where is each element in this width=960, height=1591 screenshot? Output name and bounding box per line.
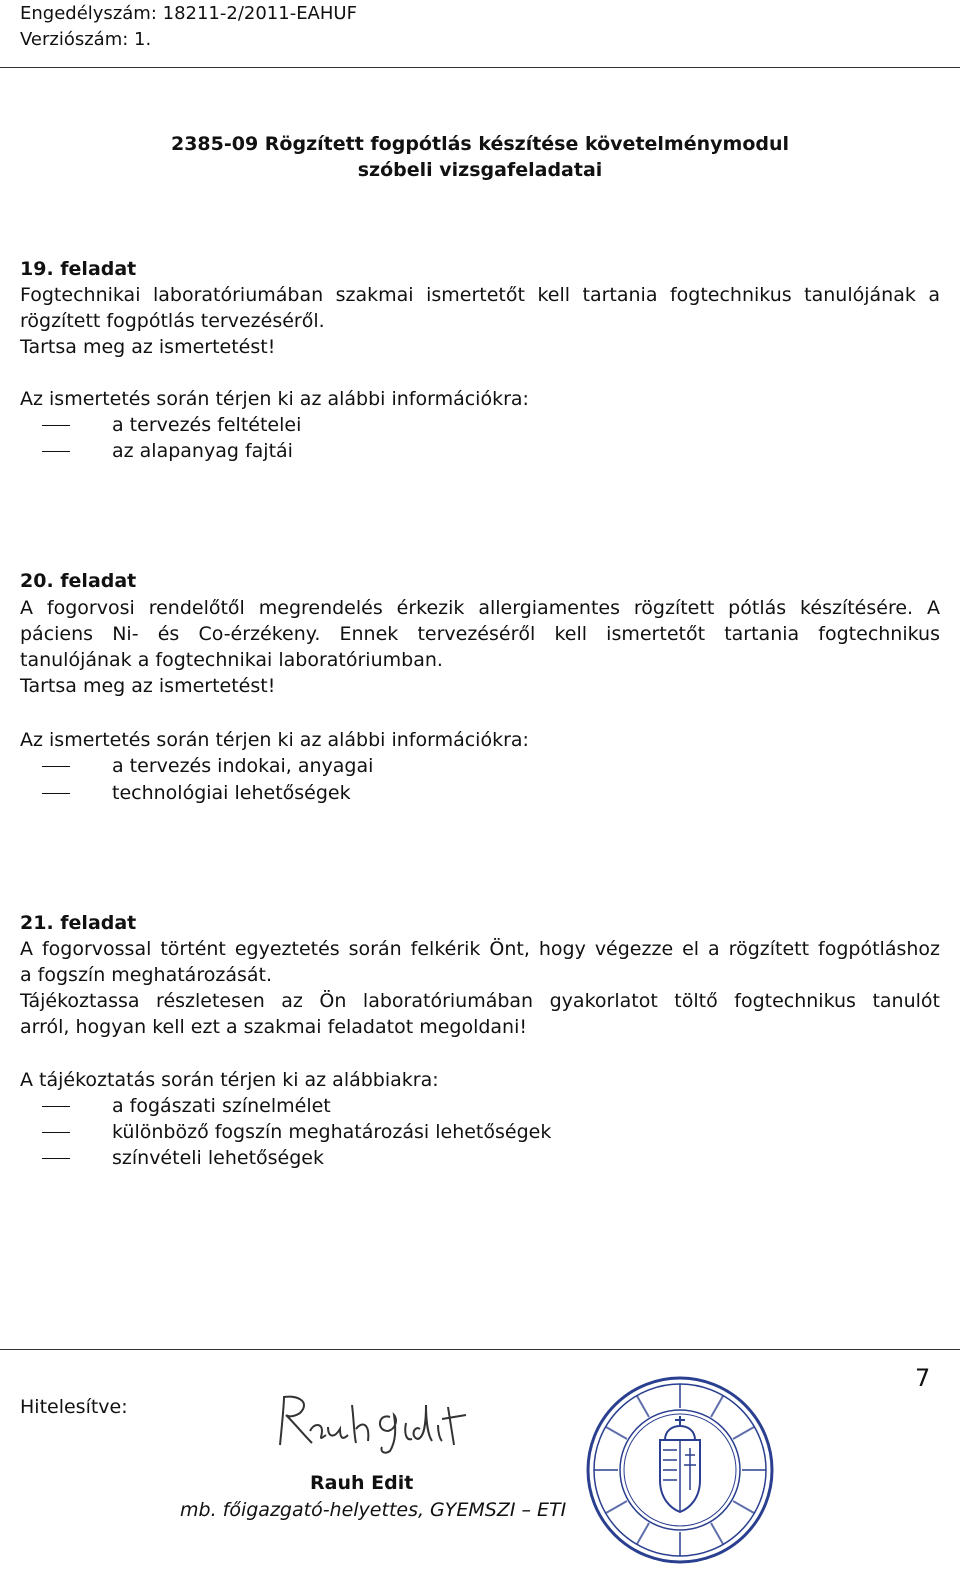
list-item-label: technológiai lehetőségek [112, 782, 351, 804]
list-item [20, 1145, 324, 1171]
task-text-line: A fogorvosi rendelőtől megrendelés érkezik allergiamentes rögzített pótlás készítésére. A [20, 597, 940, 619]
task-intro: Az ismertetés során térjen ki az alábbi információkra: [20, 729, 529, 751]
version-number: Verziószám: 1. [20, 29, 152, 50]
dash-bullet-icon [42, 1106, 70, 1107]
dash-bullet-icon [42, 1158, 70, 1159]
footer-divider [0, 1349, 960, 1350]
task-text-line: Tartsa meg az ismertetést! [20, 675, 276, 697]
list-item-label: a tervezés indokai, anyagai [112, 755, 374, 777]
list-item [20, 753, 373, 779]
document-subtitle: szóbeli vizsgafeladatai [357, 159, 603, 181]
dash-bullet-icon [42, 766, 70, 767]
list-item-label: az alapanyag fajtái [112, 440, 293, 462]
dash-bullet-icon [42, 1132, 70, 1133]
signer-title: mb. főigazgató-helyettes, GYEMSZI – ETI [180, 1499, 567, 1521]
list-item [20, 1093, 331, 1119]
task-text-line: Tartsa meg az ismertetést! [20, 336, 276, 358]
handwritten-signature [270, 1385, 480, 1460]
official-seal-icon [585, 1370, 775, 1570]
task-text-line: Fogtechnikai laboratóriumában szakmai ismertetőt kell tartania fogtechnikus tanulójának a [20, 284, 940, 306]
task-number: 21. feladat [20, 912, 137, 934]
task-text-line: A fogorvossal történt egyeztetés során felkérik Önt, hogy végezze el a rögzített fogpótláshoz [20, 938, 940, 960]
task-text-line: arról, hogyan kell ezt a szakmai feladatot megoldani! [20, 1016, 527, 1038]
certified-label: Hitelesítve: [20, 1396, 128, 1418]
task-text-line: Tájékoztassa részletesen az Ön laboratóriumában gyakorlatot töltő fogtechnikus tanulót [20, 990, 940, 1012]
task-number: 19. feladat [20, 258, 137, 280]
task-text-line: páciens Ni- és Co-érzékeny. Ennek tervezéséről kell ismertetőt tartania fogtechnikus [20, 623, 940, 645]
task-text-line: tanulójának a fogtechnikai laboratóriumban. [20, 649, 443, 671]
list-item [20, 438, 293, 464]
header-divider [0, 67, 960, 68]
list-item-label: színvételi lehetőségek [112, 1147, 324, 1169]
task-intro: Az ismertetés során térjen ki az alábbi információkra: [20, 388, 529, 410]
list-item [20, 780, 351, 806]
list-item-label: a tervezés feltételei [112, 414, 302, 436]
task-number: 20. feladat [20, 570, 137, 592]
signer-name: Rauh Edit [310, 1472, 414, 1494]
list-item [20, 412, 301, 438]
task-text-line: a fogszín meghatározását. [20, 964, 272, 986]
dash-bullet-icon [42, 451, 70, 452]
list-item-label: a fogászati színelmélet [112, 1095, 331, 1117]
task-intro: A tájékoztatás során térjen ki az alábbiakra: [20, 1069, 439, 1091]
list-item [20, 1119, 551, 1145]
page-number: 7 [915, 1364, 931, 1392]
task-text-line: rögzített fogpótlás tervezéséről. [20, 310, 325, 332]
dash-bullet-icon [42, 793, 70, 794]
dash-bullet-icon [42, 425, 70, 426]
list-item-label: különböző fogszín meghatározási lehetőségek [112, 1121, 552, 1143]
document-title: 2385-09 Rögzített fogpótlás készítése követelménymodul [170, 133, 790, 155]
license-number: Engedélyszám: 18211-2/2011-EAHUF [20, 3, 357, 24]
